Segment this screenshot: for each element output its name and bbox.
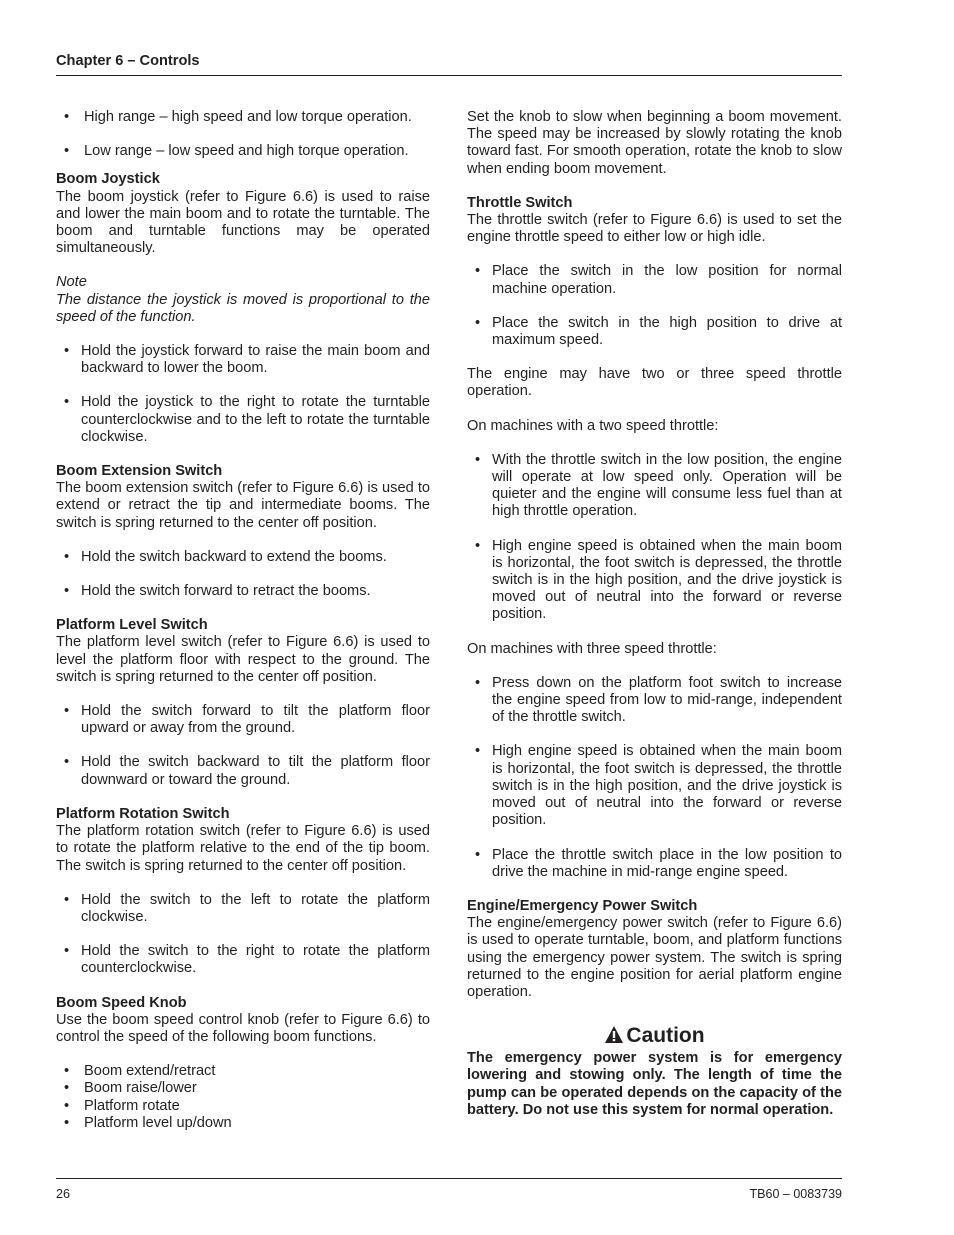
list-item: • Hold the joystick forward to raise the main boom and backward to lower the boom. xyxy=(56,343,430,377)
list-item: • Hold the switch forward to tilt the platform floor upward or away from the ground. xyxy=(56,703,430,737)
list-item: • Hold the switch to the left to rotate the platform clockwise. xyxy=(56,892,430,926)
throttle-para-2: On machines with a two speed throttle: xyxy=(467,417,719,434)
list-item: • Hold the switch backward to tilt the platform floor downward or toward the ground. xyxy=(56,754,430,788)
boom-extension-heading: Boom Extension Switch xyxy=(56,463,223,480)
caution-label: Caution xyxy=(626,1024,705,1048)
platform-level-body: The platform level switch (refer to Figure 6.6) is used to level the platform floor with respect to the ground. The switch is spring returned to the center off position. xyxy=(56,634,430,685)
list-item: • With the throttle switch in the low position, the engine will operate at low speed only. Operation will be quieter and the engine will consume less fuel than at high throttle operation. xyxy=(467,452,842,521)
list-item: • Place the switch in the high position to drive at maximum speed. xyxy=(467,315,842,349)
header-rule xyxy=(56,75,842,76)
three-speed-list xyxy=(467,675,842,881)
platform-rotation-heading: Platform Rotation Switch xyxy=(56,805,230,822)
two-speed-list xyxy=(467,452,842,624)
boom-speed-body: Use the boom speed control knob (refer to Figure 6.6) to control the speed of the following boom functions. xyxy=(56,1011,430,1045)
left-column xyxy=(56,109,430,1132)
boom-speed-intro: Set the knob to slow when beginning a boom movement. The speed may be increased by slowly rotating the knob toward fast. For smooth operation, rotate the knob to slow when ending boom movement. xyxy=(467,109,842,177)
list-item: • Platform rotate xyxy=(56,1098,430,1115)
boom-speed-list xyxy=(56,1063,430,1132)
throttle-list xyxy=(467,263,842,349)
warning-triangle-icon xyxy=(604,1025,624,1044)
list-item: • Boom raise/lower xyxy=(56,1080,430,1097)
platform-level-list xyxy=(56,703,430,789)
list-item: • Low range – low speed and high torque operation. xyxy=(56,143,430,160)
list-item: • Platform level up/down xyxy=(56,1115,430,1132)
throttle-body: The throttle switch (refer to Figure 6.6) is used to set the engine throttle speed to either low or high idle. xyxy=(467,212,842,246)
footer-rule xyxy=(56,1178,842,1179)
list-item: • Press down on the platform foot switch to increase the engine speed from low to mid-range, independent of the throttle switch. xyxy=(467,675,842,727)
platform-rotation-list xyxy=(56,892,430,978)
emergency-body: The engine/emergency power switch (refer to Figure 6.6) is used to operate turntable, boom, and platform functions using the emergency power system. The switch is spring returned to the engine position for aerial platform engine operation. xyxy=(467,915,842,1000)
right-column xyxy=(467,109,842,1119)
boom-extension-body: The boom extension switch (refer to Figure 6.6) is used to extend or retract the tip and intermediate booms. The switch is spring returned to the center off position. xyxy=(56,480,430,531)
throttle-para-3: On machines with three speed throttle: xyxy=(467,640,717,657)
throttle-para-1: The engine may have two or three speed throttle operation. xyxy=(467,366,842,400)
caution-title xyxy=(467,1024,842,1048)
note-text: The distance the joystick is moved is proportional to the speed of the function. xyxy=(56,291,430,325)
throttle-heading: Throttle Switch xyxy=(467,194,573,211)
caution-text: The emergency power system is for emergency lowering and stowing only. The length of time the pump can be operated depends on the capacity of the battery. Do not use this system for normal operation. xyxy=(467,1050,842,1118)
platform-rotation-body: The platform rotation switch (refer to Figure 6.6) is used to rotate the platform relative to the end of the tip boom. The switch is spring returned to the center off position. xyxy=(56,823,430,874)
document-id: TB60 – 0083739 xyxy=(749,1187,842,1201)
boom-joystick-heading: Boom Joystick xyxy=(56,171,160,188)
list-item: • Place the switch in the low position for normal machine operation. xyxy=(467,263,842,297)
boom-joystick-body: The boom joystick (refer to Figure 6.6) is used to raise and lower the main boom and to rotate the turntable. The boom and turntable functions may be operated simultaneously. xyxy=(56,188,430,257)
list-item: • High range – high speed and low torque operation. xyxy=(56,109,430,126)
range-list xyxy=(56,109,430,160)
boom-extension-list xyxy=(56,549,430,600)
list-item: • High engine speed is obtained when the main boom is horizontal, the foot switch is depressed, the throttle switch is in the high position, and the drive joystick is moved out of neutral into the forward or reverse position. xyxy=(467,743,842,829)
list-item: • Hold the switch backward to extend the booms. xyxy=(56,549,430,566)
list-item: • Place the throttle switch place in the low position to drive the machine in mid-range engine speed. xyxy=(467,847,842,881)
chapter-title: Chapter 6 – Controls xyxy=(56,53,200,69)
list-item: • Hold the switch forward to retract the booms. xyxy=(56,583,430,600)
list-item: • Hold the joystick to the right to rotate the turntable counterclockwise and to the left to rotate the turntable clockwise. xyxy=(56,394,430,446)
list-item: • High engine speed is obtained when the main boom is horizontal, the foot switch is depressed, the throttle switch is in the high position, and the drive joystick is moved out of neutral into the forward or reverse position. xyxy=(467,538,842,624)
boom-speed-heading: Boom Speed Knob xyxy=(56,994,187,1011)
platform-level-heading: Platform Level Switch xyxy=(56,617,208,634)
boom-joystick-list xyxy=(56,343,430,446)
note-label: Note xyxy=(56,274,87,291)
list-item: • Boom extend/retract xyxy=(56,1063,430,1080)
page-number: 26 xyxy=(56,1187,70,1201)
list-item: • Hold the switch to the right to rotate the platform counterclockwise. xyxy=(56,943,430,977)
emergency-heading: Engine/Emergency Power Switch xyxy=(467,897,698,914)
